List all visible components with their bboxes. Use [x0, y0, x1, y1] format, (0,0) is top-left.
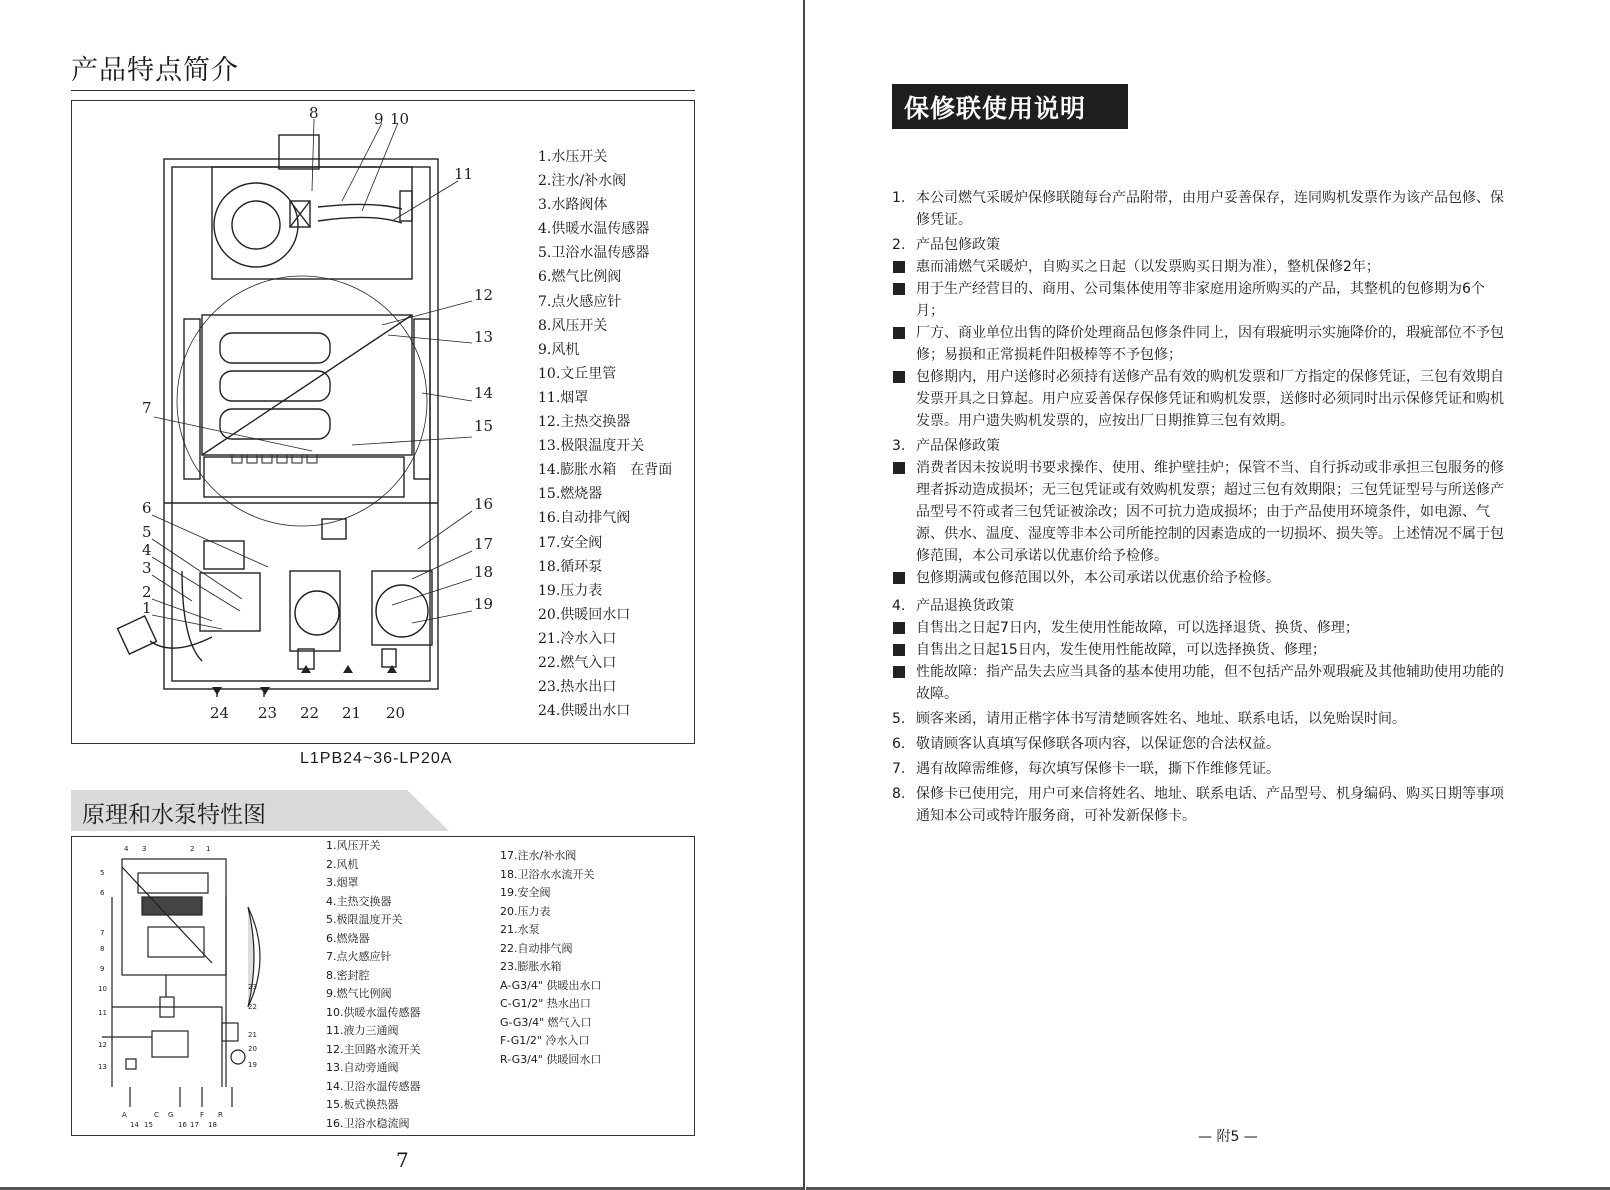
part-item: 19.压力表: [538, 582, 603, 599]
legend-item: 8.密封腔: [326, 968, 370, 982]
legend-item: 7.点火感应针: [326, 950, 392, 963]
legend-item: 18.卫浴水水流开关: [500, 867, 595, 881]
rule-text: 消费者因未按说明书要求操作、使用、维护壁挂炉；保管不当、自行拆动或非承担三包服务的修理者拆动造成损坏；无三包凭证或有效购机发票；超过三包有效期限；三包凭证型号与所送修产品型号不符或者三包凭证被涂改；因不可抗力造成损坏；由于产品使用环境条件，如电源、气源、供水、温度、湿度等非本公司所能控制的因素造成的一切损坏、损失等。上述情况不属于包修范围，本公司承诺以优惠价给予检修。: [916, 460, 1504, 564]
rule-bullet: [892, 617, 1512, 639]
part-item: 3.水路阀体: [538, 197, 608, 214]
callout-15: 15: [474, 417, 494, 435]
circulation-pump: [376, 585, 428, 637]
part-item: 14.膨胀水箱 在背面: [538, 462, 673, 479]
callout-6: 6: [142, 499, 152, 517]
rule-number: 2.: [892, 237, 906, 253]
part-item: 23.热水出口: [538, 679, 617, 696]
title-rule: [71, 90, 695, 91]
legend-item: 17.注水/补水阀: [500, 849, 577, 862]
part-item: 10.文丘里管: [538, 365, 617, 382]
legend-item: 2.风机: [326, 857, 359, 871]
legend-item: C-G1/2" 热水出口: [500, 997, 591, 1010]
rule-text: 厂方、商业单位出售的降价处理商品包修条件同上，因有瑕疵明示实施降价的，瑕疵部位不予包修；易损和正常损耗件阳极棒等不予包修；: [916, 325, 1504, 363]
callout-21: 21: [342, 704, 362, 722]
rule-text: 自售出之日起7日内，发生使用性能故障，可以选择退货、换货、修理；: [916, 620, 1359, 636]
rule-number: 6.: [892, 736, 906, 752]
small-callout: 2: [190, 845, 195, 853]
callout-1: 1: [142, 599, 152, 617]
part-item: 16.自动排气阀: [538, 510, 631, 527]
legend-item: A-G3/4" 供暖出水口: [500, 978, 602, 992]
legend-item: 4.主热交换器: [326, 894, 392, 908]
page-number: 7: [396, 1148, 409, 1172]
callout-16: 16: [474, 495, 494, 513]
pressure-gauge: [117, 616, 156, 654]
warranty-title: 保修联使用说明: [904, 94, 1087, 123]
right-page: [806, 0, 1610, 1190]
legend-item: 3.烟罩: [326, 876, 359, 889]
legend-item: 12.主回路水流开关: [326, 1042, 421, 1056]
small-callout: 12: [98, 1041, 107, 1049]
part-item: 24.供暖出水口: [538, 703, 631, 720]
small-callout: F: [200, 1111, 205, 1119]
rule-item: [892, 783, 1512, 827]
small-callout: 14: [130, 1121, 139, 1129]
small-callout: 23: [248, 983, 257, 991]
callout-10: 10: [390, 110, 410, 128]
small-callout: 4: [124, 845, 129, 853]
small-callout: 15: [144, 1121, 153, 1129]
legend-item: 15.板式换热器: [326, 1098, 399, 1111]
legend-item: 5.极限温度开关: [326, 913, 403, 926]
page-number: — 附5 —: [1198, 1129, 1258, 1145]
rule-text: 敬请顾客认真填写保修联各项内容，以保证您的合法权益。: [916, 736, 1280, 752]
part-item: 7.点火感应针: [538, 293, 622, 310]
rule-text: 产品退换货政策: [916, 598, 1014, 614]
callout-3: 3: [142, 559, 152, 577]
part-item: 9.风机: [538, 341, 580, 358]
small-callout: R: [218, 1111, 223, 1119]
callout-17: 17: [474, 535, 494, 553]
legend-item: 23.膨胀水箱: [500, 960, 562, 973]
gas-valve: [204, 541, 244, 569]
legend-item: 21.水泵: [500, 923, 540, 936]
rule-text: 惠而浦燃气采暖炉，自购买之日起（以发票购买日期为准），整机保修2年；: [916, 259, 1380, 275]
page-fold: [803, 0, 805, 1190]
rule-text: 包修期内，用户送修时必须持有送修产品有效的购机发票和厂方指定的保修凭证，三包有效期自发票开具之日算起。用户应妥善保存保修凭证和购机发票，送修时必须同时出示保修凭证和购机发票。用户遗失购机发票的，应按出厂日期推算三包有效期。: [916, 369, 1504, 429]
bullet-square-icon: [893, 371, 905, 383]
legend-column-1: [326, 837, 421, 1133]
rule-bullet: [892, 639, 1512, 661]
legend-item: 20.压力表: [500, 904, 551, 918]
small-callout: C: [154, 1111, 159, 1119]
bullet-square-icon: [893, 644, 905, 656]
legend-item: F-G1/2" 冷水入口: [500, 1034, 590, 1047]
legend-item: 6.燃烧器: [326, 931, 370, 945]
part-item: 11.烟罩: [538, 389, 589, 406]
rule-item: [892, 435, 1512, 457]
part-item: 5.卫浴水温传感器: [538, 245, 650, 262]
part-item: 8.风压开关: [538, 317, 608, 334]
small-callout: 16: [178, 1121, 187, 1129]
bullet-square-icon: [893, 327, 905, 339]
boiler-diagram: [71, 100, 695, 744]
legend-item: 14.卫浴水温传感器: [326, 1079, 421, 1093]
callout-11: 11: [454, 165, 474, 183]
rule-bullet: [892, 457, 1512, 567]
legend-item: 9.燃气比例阀: [326, 987, 392, 1000]
small-callout: G: [168, 1111, 174, 1119]
callout-9: 9: [374, 110, 384, 128]
part-item: 2.注水/补水阀: [538, 173, 627, 190]
small-callout: 20: [248, 1045, 257, 1053]
small-callout: 9: [100, 965, 105, 973]
section-title: 产品特点简介: [71, 55, 239, 86]
callout-5: 5: [142, 523, 152, 541]
legend-item: 11.液力三通阀: [326, 1024, 399, 1037]
rule-number: 7.: [892, 761, 906, 777]
rule-text: 产品包修政策: [916, 237, 1000, 253]
callout-7: 7: [142, 399, 152, 417]
bullet-square-icon: [893, 622, 905, 634]
small-callout: 10: [98, 985, 107, 993]
rule-item: [892, 708, 1512, 730]
callout-4: 4: [142, 541, 152, 559]
rule-number: 5.: [892, 711, 906, 727]
part-item: 18.循环泵: [538, 558, 603, 575]
legend-item: 22.自动排气阀: [500, 941, 573, 955]
small-callout: 5: [100, 869, 105, 877]
rule-item: [892, 733, 1512, 755]
callout-2: 2: [142, 583, 152, 601]
rule-text: 性能故障：指产品失去应当具备的基本使用功能，但不包括产品外观瑕疵及其他辅助使用功能的故障。: [916, 664, 1504, 702]
small-callout: 17: [190, 1121, 199, 1129]
small-callout: 13: [98, 1063, 107, 1071]
callout-14: 14: [474, 384, 494, 402]
callout-8: 8: [309, 104, 319, 122]
model-label: L1PB24~36-LP20A: [300, 750, 453, 767]
legend-item: 13.自动旁通阀: [326, 1061, 399, 1074]
small-callout: 7: [100, 929, 105, 937]
bullet-square-icon: [893, 261, 905, 273]
rule-text: 顾客来函，请用正楷字体书写清楚顾客姓名、地址、联系电话，以免贻误时间。: [916, 711, 1406, 727]
rule-number: 8.: [892, 786, 906, 802]
principle-title: 原理和水泵特性图: [82, 802, 266, 828]
boiler-frame: [164, 159, 438, 689]
legend-item: 19.安全阀: [500, 886, 551, 899]
small-callout: 3: [142, 845, 147, 853]
plate-exchanger: [152, 1031, 188, 1057]
bullet-square-icon: [893, 572, 905, 584]
part-item: 21.冷水入口: [538, 630, 617, 647]
small-callout: A: [122, 1111, 127, 1119]
rule-bullet: [892, 278, 1512, 322]
rule-text: 保修卡已使用完，用户可来信将姓名、地址、联系电话、产品型号、机身编码、购买日期等事项通知本公司或特许服务商，可补发新保修卡。: [916, 786, 1504, 824]
bullet-square-icon: [893, 666, 905, 678]
fan: [214, 183, 298, 267]
rule-number: 1.: [892, 190, 906, 206]
rule-text: 自售出之日起15日内，发生使用性能故障，可以选择换货、修理；: [916, 642, 1326, 658]
principle-diagram: [71, 836, 695, 1136]
small-callout: 6: [100, 889, 105, 897]
rule-text: 包修期满或包修范围以外，本公司承诺以优惠价给予检修。: [916, 570, 1280, 586]
rule-text: 本公司燃气采暖炉保修联随每台产品附带，由用户妥善保存，连同购机发票作为该产品包修、保修凭证。: [916, 190, 1504, 228]
part-item: 12.主热交换器: [538, 414, 631, 431]
rule-bullet: [892, 567, 1512, 589]
part-item: 20.供暖回水口: [538, 606, 631, 623]
part-item: 15.燃烧器: [538, 486, 603, 503]
rule-bullet: [892, 661, 1512, 705]
small-callout: 18: [208, 1121, 217, 1129]
part-item: 1.水压开关: [538, 149, 608, 165]
rule-item: [892, 234, 1512, 256]
callout-19: 19: [474, 595, 494, 613]
bullet-square-icon: [893, 283, 905, 295]
rule-text: 用于生产经营目的、商用、公司集体使用等非家庭用途所购买的产品，其整机的包修期为6个月；: [916, 281, 1485, 319]
rule-item: [892, 187, 1512, 231]
legend-item: G-G3/4" 燃气入口: [500, 1015, 592, 1029]
rule-bullet: [892, 322, 1512, 366]
rule-text: 遇有故障需维修，每次填写保修卡一联，撕下作维修凭证。: [916, 761, 1280, 777]
callout-23: 23: [258, 704, 278, 722]
legend-column-2: [500, 847, 601, 1069]
small-callout: 11: [98, 1009, 107, 1017]
rule-bullet: [892, 256, 1512, 278]
parts-list: [538, 145, 672, 723]
part-item: 17.安全阀: [538, 534, 603, 551]
legend-item: 1.风压开关: [326, 839, 381, 852]
three-way-valve: [295, 591, 339, 635]
small-callout: 19: [248, 1061, 257, 1069]
rule-item: [892, 758, 1512, 780]
rule-number: 3.: [892, 438, 906, 454]
part-item: 13.极限温度开关: [538, 438, 645, 455]
callout-13: 13: [474, 328, 494, 346]
small-callout: 21: [248, 1031, 257, 1039]
callout-24: 24: [210, 704, 230, 722]
small-callout: 8: [100, 945, 105, 953]
callout-12: 12: [474, 286, 494, 304]
bullet-square-icon: [893, 462, 905, 474]
legend-item: 10.供暖水温传感器: [326, 1005, 421, 1019]
part-item: 22.燃气入口: [538, 654, 617, 671]
legend-item: 16.卫浴水稳流阀: [326, 1116, 410, 1130]
rule-number: 4.: [892, 598, 906, 614]
rule-item: [892, 595, 1512, 617]
small-callout: 1: [206, 845, 211, 853]
warranty-rules: [892, 187, 1512, 827]
legend-item: R-G3/4" 供暖回水口: [500, 1052, 602, 1066]
part-item: 6.燃气比例阀: [538, 269, 622, 286]
rule-bullet: [892, 366, 1512, 432]
rule-text: 产品保修政策: [916, 438, 1000, 454]
schematic-drawing: [72, 837, 322, 1135]
callout-20: 20: [386, 704, 406, 722]
part-item: 4.供暖水温传感器: [538, 221, 650, 238]
small-callout: 22: [248, 1003, 257, 1011]
callout-22: 22: [300, 704, 320, 722]
callout-18: 18: [474, 563, 494, 581]
